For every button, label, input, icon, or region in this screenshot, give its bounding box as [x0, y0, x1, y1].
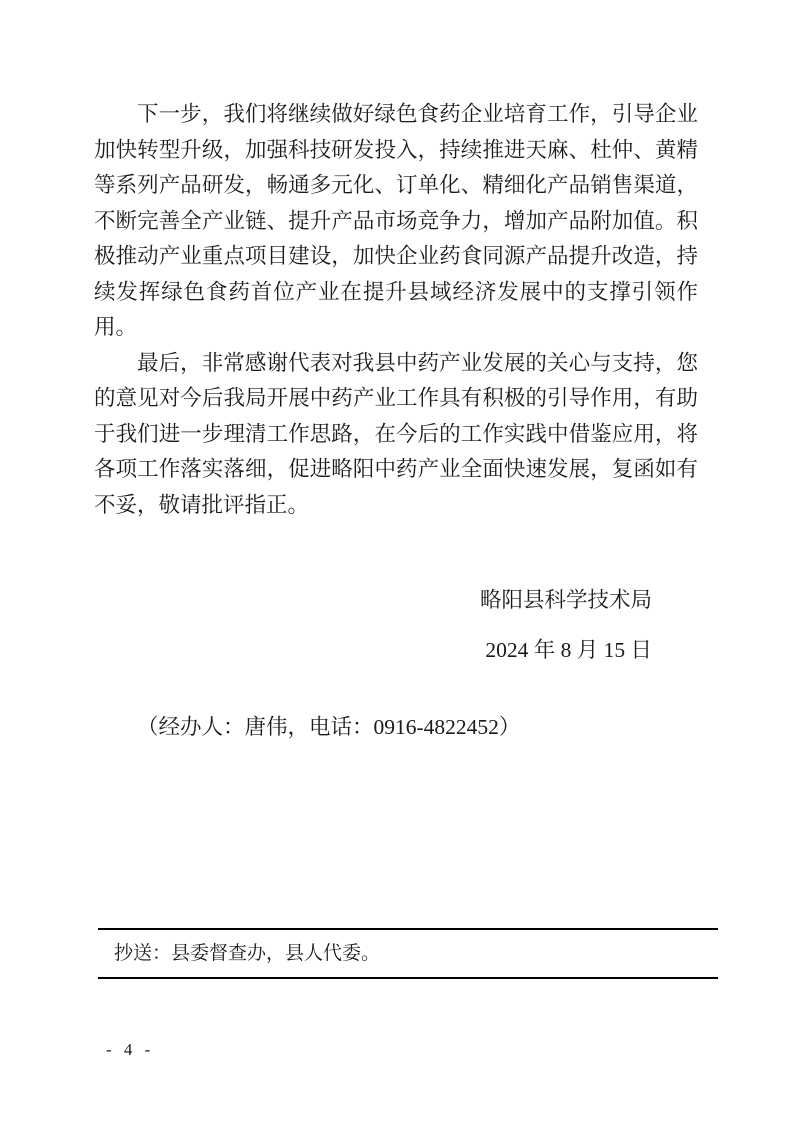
cc-line: 抄送：县委督查办，县人代委。 [114, 943, 381, 964]
body-paragraph-2: 最后，非常感谢代表对我县中药产业发展的关心与支持，您的意见对今后我局开展中药产业工作具有积极的引导作用，有助于我们进一步理清工作思路，在今后的工作实践中借鉴应用，将各项工作落实落细，促进略阳中药产业全面快速发展，复函如有不妥，敬请批评指正。 [94, 350, 698, 517]
signature-block [94, 583, 698, 668]
cc-block [98, 928, 718, 979]
handler-contact-note: （经办人：唐伟，电话：0916-4822452） [137, 715, 521, 739]
document-body [94, 97, 698, 746]
signature-date: 2024 年 8 月 15 日 [485, 637, 652, 662]
body-paragraph-1: 下一步，我们将继续做好绿色食药企业培育工作，引导企业加快转型升级，加强科技研发投入，持续推进天麻、杜仲、黄精等系列产品研发，畅通多元化、订单化、精细化产品销售渠道，不断完善全产业链、提升产品市场竞争力，增加产品附加值。积极推动产业重点项目建设，加快企业药食同源产品提升改造，持续发挥绿色食药首位产业在提升县域经济发展中的支撑引领作用。 [94, 102, 698, 339]
signature-organization: 略阳县科学技术局 [479, 588, 652, 612]
page-number: - 4 - [106, 1040, 155, 1059]
